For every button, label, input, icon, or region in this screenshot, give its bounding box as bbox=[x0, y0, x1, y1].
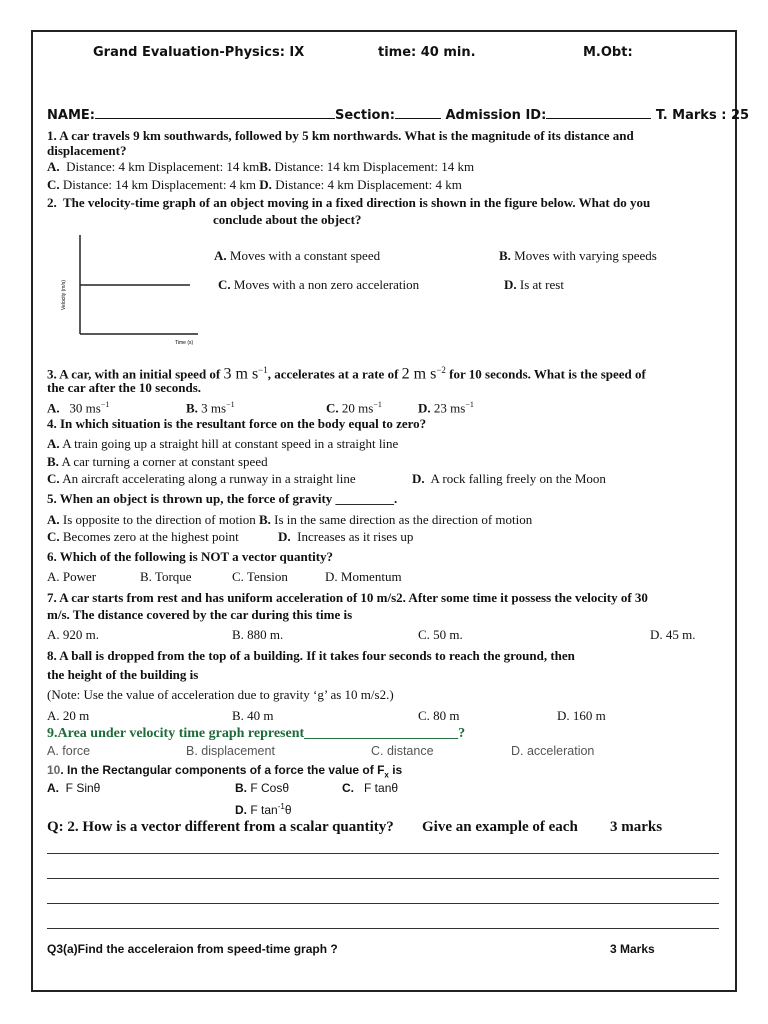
graph-x-label: Time (s) bbox=[175, 340, 194, 346]
q10-option-c: C. F tanθ bbox=[342, 781, 399, 795]
admission-label: Admission ID: bbox=[445, 108, 547, 123]
answer-line[interactable] bbox=[47, 853, 719, 854]
q6-option-c: C. Tension bbox=[232, 569, 288, 584]
q4-option-c: C. An aircraft accelerating along a runway in a straight line bbox=[47, 471, 356, 486]
q2-option-d: D. Is at rest bbox=[504, 277, 564, 292]
total-marks-value: 25 bbox=[730, 108, 750, 123]
q3-question-line1: 3. A car, with an initial speed of 3 m $s^{-1}$, accelerates at a rate of 2 m $s^{-2}$ for 10 seconds. What is the speed of bbox=[47, 365, 646, 383]
answer-line[interactable] bbox=[47, 928, 719, 929]
q1-options-row1: A. Distance: 4 km Displacement: 14 kmB. Distance: 14 km Displacement: 14 km bbox=[47, 159, 475, 174]
q9-question: 9.Area under velocity time graph represent______________________? bbox=[47, 726, 466, 741]
student-info-line bbox=[47, 105, 749, 124]
q3-option-c: C. 20 $ms^{-1}$ bbox=[326, 400, 382, 416]
q2-option-a: A. Moves with a constant speed bbox=[214, 248, 381, 263]
q4-option-a: A. A train going up a straight hill at constant speed in a straight line bbox=[47, 436, 399, 451]
total-marks-label: T. Marks : bbox=[655, 108, 727, 123]
q2-question-line2: conclude about the object? bbox=[213, 212, 362, 227]
q6-option-b: B. Torque bbox=[140, 569, 192, 584]
q9-option-b: B. displacement bbox=[186, 744, 275, 758]
exam-title: Grand Evaluation-Physics: IX bbox=[93, 45, 305, 60]
graph-y-label: Velocity (m/s) bbox=[61, 279, 67, 310]
section3-question: Q3(a)Find the acceleraion from speed-time graph ? bbox=[47, 942, 338, 956]
q8-question-line1: 8. A ball is dropped from the top of a building. If it takes four seconds to reach the ground, then bbox=[47, 648, 575, 663]
q9-option-a: A. force bbox=[47, 744, 91, 758]
q8-option-a: A. 20 m bbox=[47, 708, 90, 723]
q6-question: 6. Which of the following is NOT a vector quantity? bbox=[47, 549, 334, 564]
exam-time: time: 40 min. bbox=[378, 45, 476, 60]
q7-question-line2: m/s. The distance covered by the car during this time is bbox=[47, 607, 353, 622]
q1-question-line1: 1. A car travels 9 km southwards, followed by 5 km northwards. What is the magnitude of its distance and bbox=[47, 128, 634, 143]
q6-option-d: D. Momentum bbox=[325, 569, 402, 584]
answer-line[interactable] bbox=[47, 878, 719, 879]
q10-question: 10. In the Rectangular components of a force the value of $F_x$ is bbox=[47, 763, 403, 780]
q9-option-d: D. acceleration bbox=[511, 744, 595, 758]
section-blank[interactable] bbox=[395, 105, 441, 119]
q10-option-b: B. F Cosθ bbox=[235, 781, 290, 795]
name-label: NAME: bbox=[47, 108, 95, 123]
q5-option-c: C. Becomes zero at the highest point bbox=[47, 529, 239, 544]
q8-question-line2: the height of the building is bbox=[47, 667, 199, 682]
q5-options-row1: A. Is opposite to the direction of motion B. Is in the same direction as the direction of motion bbox=[47, 512, 533, 527]
q7-option-c: C. 50 m. bbox=[418, 627, 463, 642]
q3-option-a: A. 30 $ms^{-1}$ bbox=[47, 400, 110, 416]
q8-note: (Note: Use the value of acceleration due to gravity ‘g’ as 10 m/s2.) bbox=[47, 687, 394, 702]
q9-option-c: C. distance bbox=[371, 744, 434, 758]
answer-line[interactable] bbox=[47, 903, 719, 904]
section2-question: Q: 2. How is a vector different from a scalar quantity? bbox=[47, 819, 394, 835]
q3-question-line2: the car after the 10 seconds. bbox=[47, 380, 202, 395]
q6-option-a: A. Power bbox=[47, 569, 97, 584]
q10-option-d: D. F $\tan^{-1}\theta$ bbox=[235, 802, 292, 817]
q8-option-b: B. 40 m bbox=[232, 708, 274, 723]
q8-option-d: D. 160 m bbox=[557, 708, 606, 723]
section-label: Section: bbox=[334, 108, 395, 123]
admission-blank[interactable] bbox=[546, 105, 651, 119]
q7-option-d: D. 45 m. bbox=[650, 627, 696, 642]
q2-option-c: C. Moves with a non zero acceleration bbox=[218, 277, 420, 292]
q5-option-d: D. Increases as it rises up bbox=[278, 529, 414, 544]
q4-question: 4. In which situation is the resultant force on the body equal to zero? bbox=[47, 416, 427, 431]
q3-option-b: B. 3 $ms^{-1}$ bbox=[186, 400, 235, 416]
marks-obtained-label: M.Obt: bbox=[583, 45, 633, 60]
q8-option-c: C. 80 m bbox=[418, 708, 460, 723]
q4-option-d: D. A rock falling freely on the Moon bbox=[412, 471, 606, 486]
q1-question-line2: displacement? bbox=[47, 143, 127, 158]
q2-option-b: B. Moves with varying speeds bbox=[499, 248, 657, 263]
q7-option-b: B. 880 m. bbox=[232, 627, 284, 642]
section2-marks: 3 marks bbox=[610, 819, 663, 835]
q1-options-row2: C. Distance: 14 km Displacement: 4 km D. Distance: 4 km Displacement: 4 km bbox=[47, 177, 462, 192]
name-blank[interactable] bbox=[95, 105, 335, 119]
q7-question-line1: 7. A car starts from rest and has uniform acceleration of 10 m/s2. After some time it possess the velocity of 30 bbox=[47, 590, 648, 605]
section3-marks: 3 Marks bbox=[610, 942, 655, 956]
q3-option-d: D. 23 $ms^{-1}$ bbox=[418, 400, 474, 416]
q7-option-a: A. 920 m. bbox=[47, 627, 99, 642]
q4-option-b: B. A car turning a corner at constant speed bbox=[47, 454, 268, 469]
q10-option-a: A. F Sinθ bbox=[47, 781, 101, 795]
q2-question-line1: 2. The velocity-time graph of an object moving in a fixed direction is shown in the figure below. What do you bbox=[47, 195, 651, 210]
section2-example: Give an example of each bbox=[422, 819, 578, 835]
velocity-time-graph bbox=[55, 230, 205, 348]
q5-question: 5. When an object is thrown up, the force of gravity _________. bbox=[47, 491, 398, 506]
